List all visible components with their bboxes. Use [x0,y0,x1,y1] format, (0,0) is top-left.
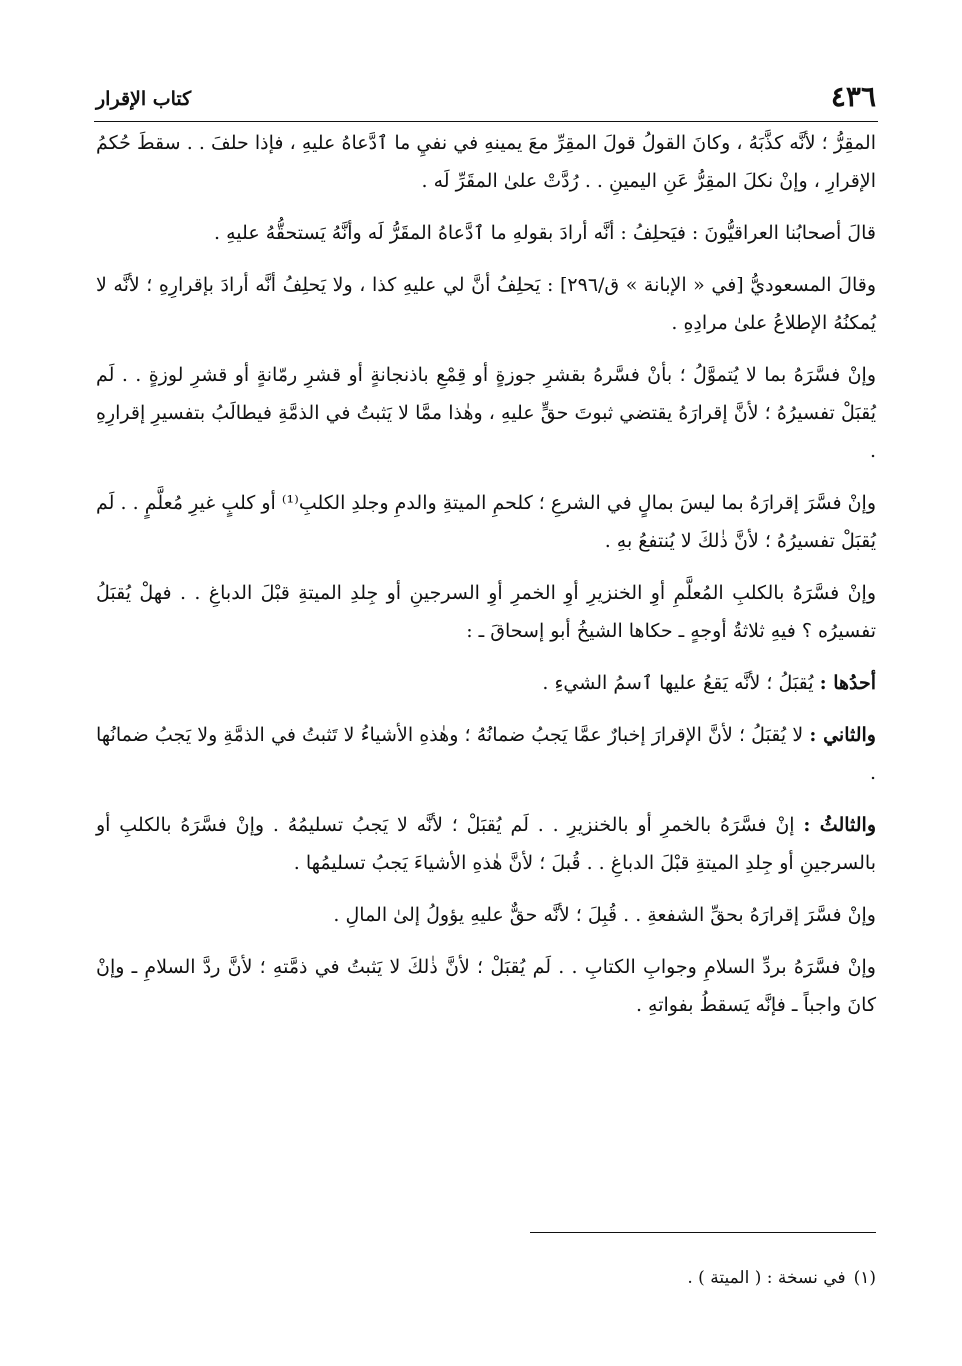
header-divider [94,121,878,122]
paragraph [96,664,876,702]
paragraph-text: لا يُقبَلُ ؛ لأنَّ الإقرارَ إخبارٌ عمَّا يَجبُ ضمانُهُ ؛ وهٰذهِ الأشياءُ لا تَثبتُ في الذمَّةِ ولا يَجبُ ضمانُها . [96,724,876,784]
chapter-title: كتاب الإقرار [96,88,192,110]
paragraph [96,124,876,200]
paragraph [96,266,876,342]
paragraph-text: المقِرُّ ؛ لأنَّه كذَّبَهُ ، وكانَ القولُ قولَ المقِرِّ معَ يمينهِ في نفيِ ما ٱدَّعاهُ عليهِ ، فإذا حلفَ . . سقطَ حُكمُ الإقرارِ ، وإنْ نكلَ المقِرُّ عَنِ اليمينِ . . رُدَّتْ علىٰ المقَرِّ لَه . [96,132,876,192]
paragraph-lead: والثاني : [809,724,876,746]
page-number: ٤٣٦ [830,80,876,113]
paragraph [96,948,876,1024]
paragraph-lead: أحدُها : [819,672,876,694]
footnote [96,1262,876,1294]
paragraph-text: وقالَ المسعوديُّ [في « الإبانة » ق/٢٩٦] : يَحلِفُ أنَّ لي عليهِ كذا ، ولا يَحلِفُ أنَّه أرادَ بإقرارِهِ ؛ لأنَّه لا يُمكنُهُ الإطلاعُ علىٰ مرادِهِ . [96,274,877,334]
paragraph-text: وإنْ فسَّرَ إقرارَهُ بحقِّ الشفعةِ . . قُبِلَ ؛ لأنَّه حقٌّ عليهِ يؤولُ إلىٰ المالِ . [333,904,876,926]
paragraph [96,896,876,934]
paragraph [96,484,876,560]
footnote-number: (١) [853,1268,876,1288]
paragraph [96,806,876,882]
paragraph-lead: والثالثُ : [803,814,877,836]
paragraph-text: يُقبَلُ ؛ لأنَّه يَقعُ عليها ٱسمُ الشيءِ . [542,672,814,694]
footnote-text: في نسخة : ( الميتة ) . [687,1268,846,1288]
paragraph [96,356,876,470]
paragraph [96,214,876,252]
paragraph-text: قالَ أصحابُنا العراقيُّونَ : فيَحلِفُ : أنَّه أرادَ بقولهِ ما ٱدَّعاهُ المقَرُّ لَه وأنَّهُ يَستحقُّهُ عليهِ . [214,222,876,244]
paragraph [96,574,876,650]
paragraph-text: إنْ فسَّرَهُ بالخمرِ أو بالخنزيرِ . . لَم يُقبَلْ ؛ لأنَّه لا يَجبُ تسليمُهُ . وإنْ فسَّرَهُ بالكلبِ أو بالسرجينِ أو جِلدِ الميتةِ قبْلَ الدباغِ . . قُبلَ ؛ لأنَّ هٰذهِ الأشياءَ يَجبُ تسليمُها . [96,814,876,874]
footnote-divider [530,1232,876,1233]
paragraph-text: وإنْ فسَّرَهُ بما لا يُتموَّلُ ؛ بأنْ فسَّرهُ بقشرِ جوزةٍ أو قِمْعِ باذنجانةٍ أو قشرِ رمّانةٍ أو قشرِ لوزةٍ . . لَم يُقبَلْ تفسيرُهُ ؛ لأنَّ إقرارَهُ يقتضي ثبوتَ حقٍّ عليهِ ، وهٰذا ممَّا لا يَثبتُ في الذمَّةِ فيطالَبُ بتفسيرِ إقرارِهِ . [96,364,876,462]
main-text [96,124,876,1038]
paragraph [96,716,876,792]
page-header [96,74,876,114]
paragraph-text: وإنْ فسَّرَ إقرارَهُ بما ليسَ بمالٍ في الشرعِ ؛ كلحمِ الميتةِ والدمِ وجلدِ الكلبِ⁽¹⁾ أو كلبٍ غيرِ مُعلَّمٍ . . لَم يُقبَلْ تفسيرُهُ ؛ لأنَّ ذٰلكَ لا يُنتفعُ بهِ . [96,492,876,552]
paragraph-text: وإنْ فسَّرَهُ بالكلبِ المُعلَّمِ أوِ الخنزيرِ أوِ الخمرِ أوِ السرجينِ أو جِلدِ الميتةِ قبْلَ الدباغِ . . فهلْ يُقبَلُ تفسيرُه ؟ فيهِ ثلاثةُ أوجهٍ ـ حكاها الشيخُ أبو إسحاقَ ـ : [96,582,876,642]
paragraph-text: وإنْ فسَّرَهُ بردِّ السلامِ وجوابِ الكتابِ . . لَم يُقبَلْ ؛ لأنَّ ذٰلكَ لا يَثبتُ في ذمَّتهِ ؛ لأنَّ ردَّ السلامِ ـ وإنْ كانَ واجباً ـ فإنَّه يَسقطُ بفواتهِ . [96,956,876,1016]
